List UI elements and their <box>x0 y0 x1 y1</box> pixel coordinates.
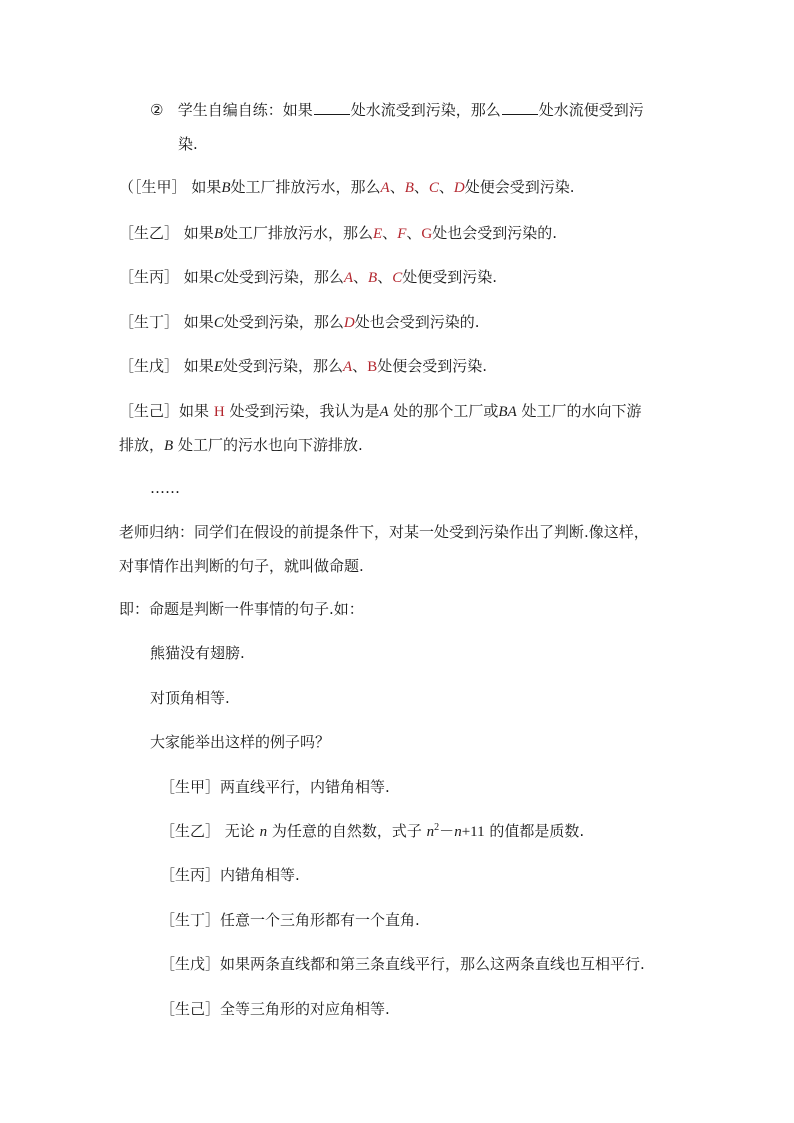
answer-c: ［生丙］ 如果C处受到污染，那么A、B、C处便受到污染. <box>119 268 498 286</box>
exercise-line-1: ② 学生自编自练：如果 处水流受到污染，那么 处水流便受到污 <box>150 101 644 119</box>
student-example-a: ［生甲］两直线平行，内错角相等. <box>160 778 390 796</box>
question: 大家能举出这样的例子吗？ <box>150 733 331 751</box>
answer-d: ［生丁］ 如果C处受到污染，那么D处也会受到污染的. <box>119 313 480 331</box>
definition: 即：命题是判断一件事情的句子.如： <box>119 600 364 618</box>
exercise-line-2: 染. <box>178 135 198 153</box>
example-1: 熊猫没有翅膀. <box>150 644 245 662</box>
student-example-b: ［生乙］ 无论 n 为任意的自然数，式子 $n^2-n+11$ 的值都是质数. <box>160 822 585 840</box>
student-example-d: ［生丁］任意一个三角形都有一个直角. <box>160 911 420 929</box>
teacher-summary-line-2: 对事情作出判断的句子，就叫做命题. <box>119 557 364 575</box>
student-example-f: ［生己］全等三角形的对应角相等. <box>160 1000 390 1018</box>
example-2: 对顶角相等. <box>150 689 230 707</box>
fill-blank-1[interactable] <box>314 99 350 115</box>
answer-f-line-2: 排放，B 处工厂的污水也向下游排放. <box>119 436 363 454</box>
ellipsis: …… <box>150 479 180 497</box>
student-example-e: ［生戊］如果两条直线都和第三条直线平行，那么这两条直线也互相平行. <box>160 955 645 973</box>
answer-a: （［生甲］ 如果B处工厂排放污水，那么A、B、C、D处便会受到污染. <box>119 178 575 196</box>
student-example-c: ［生丙］内错角相等. <box>160 866 300 884</box>
teacher-summary-line-1: 老师归纳：同学们在假设的前提条件下，对某一处受到污染作出了判断.像这样， <box>119 523 649 541</box>
answer-e: ［生戊］ 如果E处受到污染，那么A、B处便会受到污染. <box>119 357 487 375</box>
answer-f-line-1: ［生己］如果 H 处受到污染，我认为是A 处的那个工厂或BA 处工厂的水向下游 <box>119 402 642 420</box>
fill-blank-2[interactable] <box>502 99 538 115</box>
circled-number-marker: ② <box>150 101 164 119</box>
answer-b: ［生乙］ 如果B处工厂排放污水，那么E、F、G处也会受到污染的. <box>119 224 557 242</box>
